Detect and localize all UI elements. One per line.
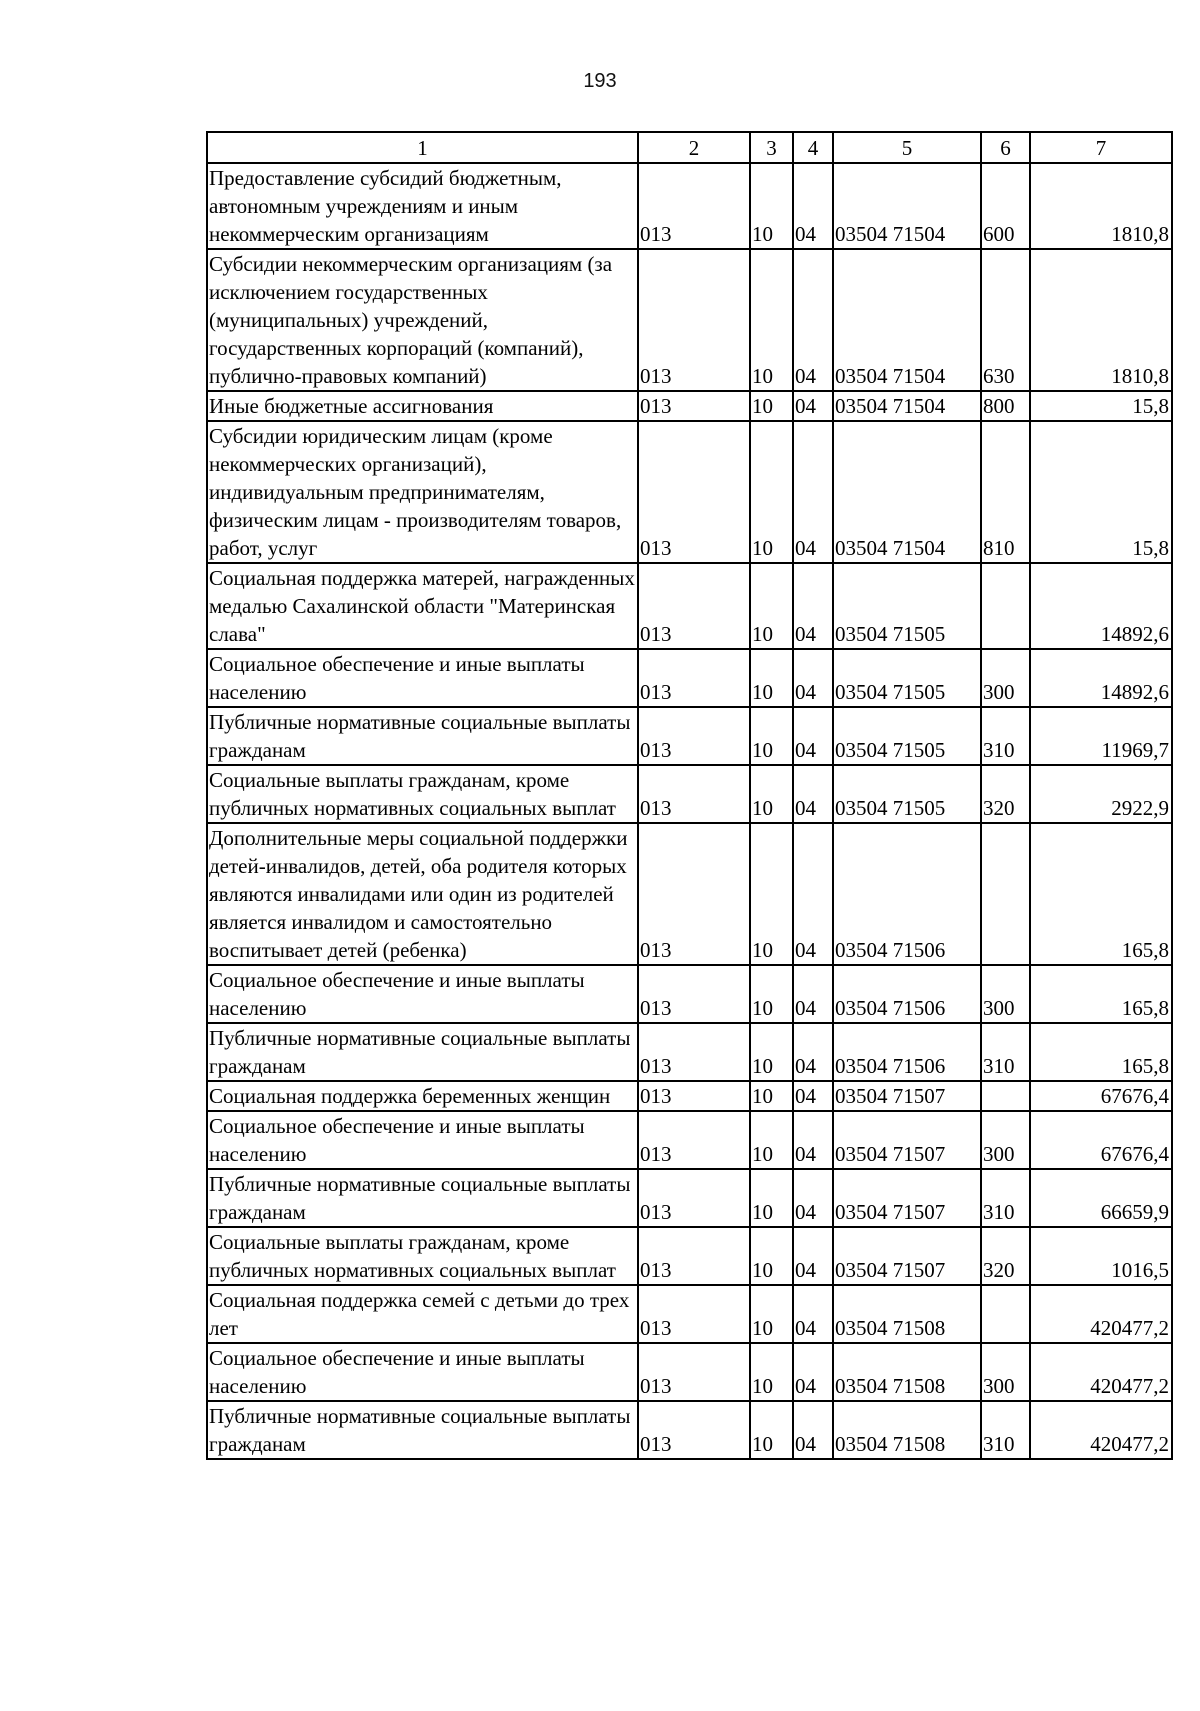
item-name: Иные бюджетные ассигнования <box>207 391 638 421</box>
amount: 420477,2 <box>1030 1285 1172 1343</box>
amount: 14892,6 <box>1030 563 1172 649</box>
table-row <box>207 563 1172 649</box>
column-header: 7 <box>1030 132 1172 163</box>
ministry-code: 013 <box>638 765 750 823</box>
amount: 15,8 <box>1030 421 1172 563</box>
item-name: Субсидии некоммерческим организациям (за исключением государственных (муниципальных) учреждений, государственных корпораций (компаний), публично-правовых компаний) <box>207 249 638 391</box>
section-code: 10 <box>750 649 793 707</box>
item-name: Субсидии юридическим лицам (кроме некоммерческих организаций), индивидуальным предпринимателям, физическим лицам - производителям товаров, работ, услуг <box>207 421 638 563</box>
amount: 1810,8 <box>1030 249 1172 391</box>
table-row <box>207 707 1172 765</box>
section-code: 10 <box>750 1081 793 1111</box>
target-article-code: 03504 71505 <box>833 707 981 765</box>
table-body <box>207 163 1172 1459</box>
amount: 11969,7 <box>1030 707 1172 765</box>
item-name: Социальная поддержка семей с детьми до трех лет <box>207 1285 638 1343</box>
subsection-code: 04 <box>793 249 833 391</box>
table-row <box>207 1401 1172 1459</box>
amount: 1016,5 <box>1030 1227 1172 1285</box>
target-article-code: 03504 71507 <box>833 1111 981 1169</box>
item-name: Социальные выплаты гражданам, кроме публичных нормативных социальных выплат <box>207 1227 638 1285</box>
item-name: Социальная поддержка матерей, награжденных медалью Сахалинской области "Материнская слава" <box>207 563 638 649</box>
expense-type-code: 300 <box>981 965 1030 1023</box>
target-article-code: 03504 71508 <box>833 1343 981 1401</box>
expense-type-code <box>981 823 1030 965</box>
subsection-code: 04 <box>793 765 833 823</box>
ministry-code: 013 <box>638 707 750 765</box>
subsection-code: 04 <box>793 421 833 563</box>
budget-table <box>206 131 1173 1460</box>
item-name: Публичные нормативные социальные выплаты гражданам <box>207 1169 638 1227</box>
target-article-code: 03504 71505 <box>833 765 981 823</box>
table-row <box>207 1227 1172 1285</box>
column-header: 6 <box>981 132 1030 163</box>
section-code: 10 <box>750 1285 793 1343</box>
item-name: Социальное обеспечение и иные выплаты населению <box>207 965 638 1023</box>
subsection-code: 04 <box>793 1401 833 1459</box>
section-code: 10 <box>750 163 793 249</box>
table-row <box>207 163 1172 249</box>
table-row <box>207 1023 1172 1081</box>
expense-type-code: 300 <box>981 1111 1030 1169</box>
subsection-code: 04 <box>793 823 833 965</box>
item-name: Социальная поддержка беременных женщин <box>207 1081 638 1111</box>
expense-type-code <box>981 563 1030 649</box>
ministry-code: 013 <box>638 1111 750 1169</box>
target-article-code: 03504 71506 <box>833 823 981 965</box>
table-row <box>207 1081 1172 1111</box>
ministry-code: 013 <box>638 649 750 707</box>
section-code: 10 <box>750 1111 793 1169</box>
ministry-code: 013 <box>638 1023 750 1081</box>
subsection-code: 04 <box>793 1227 833 1285</box>
item-name: Социальное обеспечение и иные выплаты населению <box>207 1111 638 1169</box>
expense-type-code: 810 <box>981 421 1030 563</box>
expense-type-code: 630 <box>981 249 1030 391</box>
subsection-code: 04 <box>793 1023 833 1081</box>
subsection-code: 04 <box>793 1285 833 1343</box>
table-row <box>207 965 1172 1023</box>
expense-type-code: 310 <box>981 707 1030 765</box>
ministry-code: 013 <box>638 1227 750 1285</box>
amount: 1810,8 <box>1030 163 1172 249</box>
amount: 165,8 <box>1030 1023 1172 1081</box>
amount: 420477,2 <box>1030 1343 1172 1401</box>
table-row <box>207 1169 1172 1227</box>
section-code: 10 <box>750 1401 793 1459</box>
subsection-code: 04 <box>793 1343 833 1401</box>
amount: 15,8 <box>1030 391 1172 421</box>
section-code: 10 <box>750 1343 793 1401</box>
target-article-code: 03504 71508 <box>833 1285 981 1343</box>
ministry-code: 013 <box>638 1401 750 1459</box>
section-code: 10 <box>750 1023 793 1081</box>
expense-type-code: 310 <box>981 1023 1030 1081</box>
amount: 420477,2 <box>1030 1401 1172 1459</box>
ministry-code: 013 <box>638 421 750 563</box>
column-header: 2 <box>638 132 750 163</box>
subsection-code: 04 <box>793 707 833 765</box>
item-name: Социальные выплаты гражданам, кроме публичных нормативных социальных выплат <box>207 765 638 823</box>
ministry-code: 013 <box>638 563 750 649</box>
subsection-code: 04 <box>793 649 833 707</box>
section-code: 10 <box>750 249 793 391</box>
table-row <box>207 765 1172 823</box>
target-article-code: 03504 71508 <box>833 1401 981 1459</box>
column-header: 1 <box>207 132 638 163</box>
expense-type-code: 320 <box>981 1227 1030 1285</box>
section-code: 10 <box>750 1169 793 1227</box>
subsection-code: 04 <box>793 1169 833 1227</box>
table-row <box>207 823 1172 965</box>
column-header: 3 <box>750 132 793 163</box>
target-article-code: 03504 71506 <box>833 965 981 1023</box>
table-row <box>207 1343 1172 1401</box>
table-row <box>207 649 1172 707</box>
page-number: 193 <box>583 70 617 92</box>
section-code: 10 <box>750 765 793 823</box>
item-name: Социальное обеспечение и иные выплаты населению <box>207 1343 638 1401</box>
table-row <box>207 391 1172 421</box>
subsection-code: 04 <box>793 163 833 249</box>
section-code: 10 <box>750 823 793 965</box>
ministry-code: 013 <box>638 1285 750 1343</box>
expense-type-code: 600 <box>981 163 1030 249</box>
expense-type-code: 320 <box>981 765 1030 823</box>
section-code: 10 <box>750 391 793 421</box>
amount: 67676,4 <box>1030 1081 1172 1111</box>
ministry-code: 013 <box>638 1343 750 1401</box>
table-row <box>207 1111 1172 1169</box>
amount: 165,8 <box>1030 823 1172 965</box>
amount: 165,8 <box>1030 965 1172 1023</box>
table-row <box>207 249 1172 391</box>
section-code: 10 <box>750 965 793 1023</box>
amount: 14892,6 <box>1030 649 1172 707</box>
subsection-code: 04 <box>793 1081 833 1111</box>
amount: 67676,4 <box>1030 1111 1172 1169</box>
target-article-code: 03504 71505 <box>833 649 981 707</box>
ministry-code: 013 <box>638 163 750 249</box>
ministry-code: 013 <box>638 965 750 1023</box>
column-header: 4 <box>793 132 833 163</box>
section-code: 10 <box>750 707 793 765</box>
item-name: Публичные нормативные социальные выплаты гражданам <box>207 1401 638 1459</box>
expense-type-code: 800 <box>981 391 1030 421</box>
ministry-code: 013 <box>638 1081 750 1111</box>
target-article-code: 03504 71506 <box>833 1023 981 1081</box>
expense-type-code: 310 <box>981 1401 1030 1459</box>
target-article-code: 03504 71507 <box>833 1227 981 1285</box>
expense-type-code: 310 <box>981 1169 1030 1227</box>
item-name: Дополнительные меры социальной поддержки детей-инвалидов, детей, оба родителя которых являются инвалидами или один из родителей является инвалидом и самостоятельно воспитывает детей (ребенка) <box>207 823 638 965</box>
ministry-code: 013 <box>638 823 750 965</box>
subsection-code: 04 <box>793 391 833 421</box>
amount: 2922,9 <box>1030 765 1172 823</box>
section-code: 10 <box>750 421 793 563</box>
expense-type-code: 300 <box>981 649 1030 707</box>
target-article-code: 03504 71505 <box>833 563 981 649</box>
target-article-code: 03504 71504 <box>833 421 981 563</box>
target-article-code: 03504 71507 <box>833 1081 981 1111</box>
ministry-code: 013 <box>638 249 750 391</box>
subsection-code: 04 <box>793 965 833 1023</box>
table-row <box>207 421 1172 563</box>
section-code: 10 <box>750 1227 793 1285</box>
subsection-code: 04 <box>793 563 833 649</box>
table-row <box>207 1285 1172 1343</box>
target-article-code: 03504 71504 <box>833 391 981 421</box>
ministry-code: 013 <box>638 391 750 421</box>
item-name: Предоставление субсидий бюджетным, автономным учреждениям и иным некоммерческим организациям <box>207 163 638 249</box>
item-name: Публичные нормативные социальные выплаты гражданам <box>207 1023 638 1081</box>
ministry-code: 013 <box>638 1169 750 1227</box>
target-article-code: 03504 71504 <box>833 249 981 391</box>
expense-type-code <box>981 1285 1030 1343</box>
section-code: 10 <box>750 563 793 649</box>
column-header: 5 <box>833 132 981 163</box>
subsection-code: 04 <box>793 1111 833 1169</box>
expense-type-code <box>981 1081 1030 1111</box>
target-article-code: 03504 71507 <box>833 1169 981 1227</box>
item-name: Социальное обеспечение и иные выплаты населению <box>207 649 638 707</box>
item-name: Публичные нормативные социальные выплаты гражданам <box>207 707 638 765</box>
expense-type-code: 300 <box>981 1343 1030 1401</box>
table-header <box>207 132 1172 163</box>
header-row <box>207 132 1172 163</box>
amount: 66659,9 <box>1030 1169 1172 1227</box>
target-article-code: 03504 71504 <box>833 163 981 249</box>
